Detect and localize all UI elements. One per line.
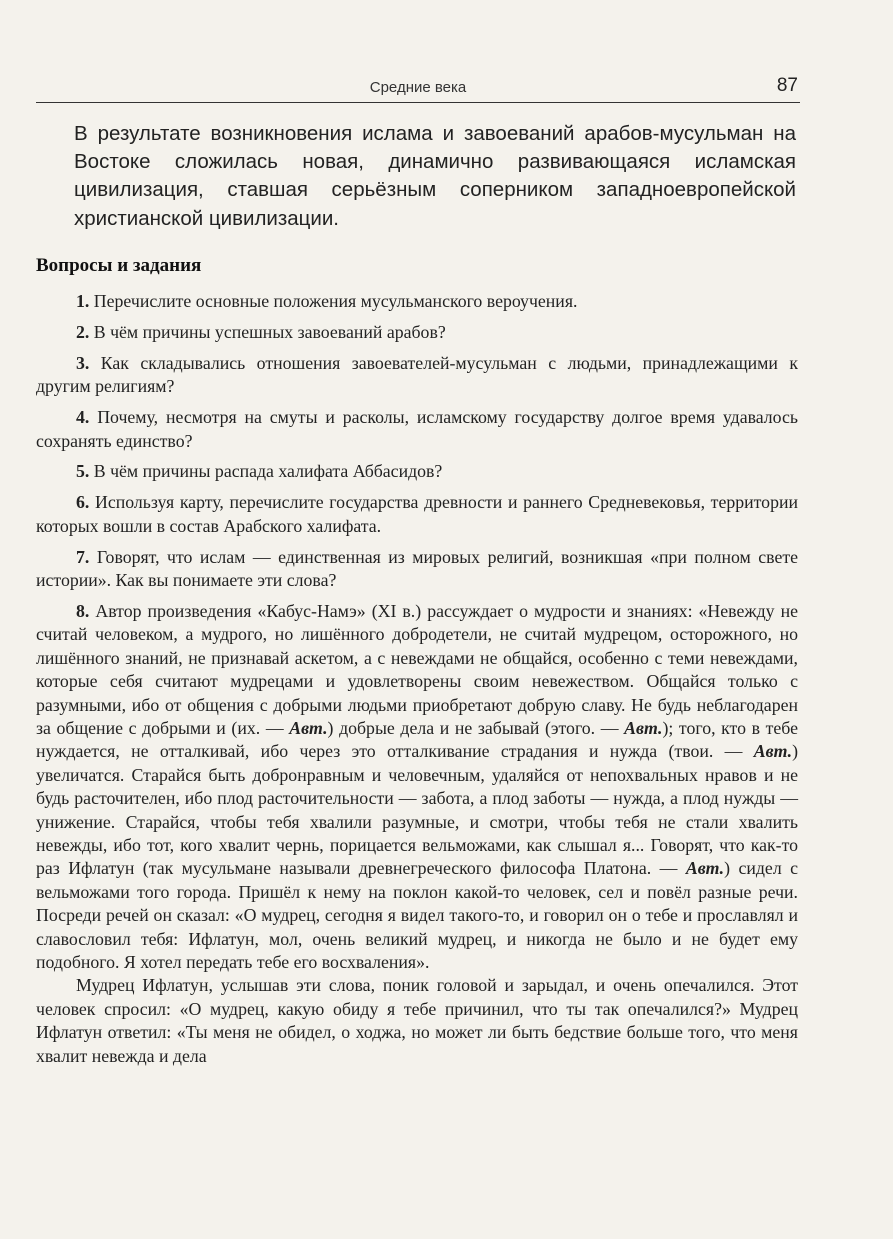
question-text: В чём причины успешных завоеваний арабов? — [93, 321, 446, 342]
question-number: 6. — [76, 492, 90, 513]
author-note-abbr: Авт. — [624, 718, 663, 738]
question-text: В чём причины распада халифата Аббасидов? — [93, 461, 443, 482]
question-item — [36, 460, 798, 483]
question-item — [36, 321, 798, 344]
questions-heading: Вопросы и задания — [36, 255, 202, 276]
final-paragraph: Мудрец Ифлатун, услышав эти слова, поник головой и зарыдал, и очень опечалился. Этот человек спросил: «О мудрец, какую обиду я тебе причинил, что ты так опечалился?» Мудрец Ифлатун ответил: «Ты меня не обидел, о ходжа, но может ли быть бедствие больше того, что меня хвалит невежда и дела — [36, 975, 798, 1066]
running-section-title: Средние века — [369, 79, 467, 96]
question-number: 8. — [76, 600, 90, 621]
author-note-abbr: Авт. — [753, 741, 793, 762]
questions-list — [36, 290, 798, 1068]
question-item — [36, 352, 798, 399]
page-number: 87 — [776, 75, 798, 96]
question-item — [36, 546, 798, 593]
question-text: Как складывались отношения завоевателей-мусульман с людьми, принадлежащими к другим религиям? — [36, 352, 798, 397]
question-text-part: ) добрые дела и не забывай (этого. — — [327, 718, 625, 738]
question-text: Говорят, что ислам — единственная из мировых религий, возникшая «при полном свете истории». Как вы понимаете эти слова? — [36, 546, 798, 591]
question-number: 7. — [76, 546, 90, 567]
author-note-abbr: Авт. — [289, 718, 328, 738]
question-number: 5. — [76, 461, 90, 482]
question-item — [36, 290, 798, 313]
question-text: Перечислите основные положения мусульманского вероучения. — [93, 291, 578, 311]
question-number: 2. — [76, 321, 90, 342]
question-text-part: ) сидел с вельможами того города. Пришёл к нему на поклон какой-то человек, сел и повёл разные речи. Посреди речей он сказал: «О мудрец, сегодня я видел такого-то, и говорил он о тебе и прославлял и славословил тебя: Ифлатун, мол, очень великий мудрец, и никогда не было и не будет ему подобного. Я хотел передать тебе его восхваления». — [36, 858, 798, 973]
question-item-8 — [36, 600, 798, 975]
question-text-part: ); того, кто в тебе нуждается, не отталкивай, ибо через это отталкивание страдания и нужда (твои. — — [36, 718, 798, 762]
author-note-abbr: Авт. — [685, 858, 725, 879]
question-text: Используя карту, перечислите государства древности и раннего Средневековья, территории которых вошли в состав Арабского халифата. — [36, 492, 798, 536]
intro-paragraph: В результате возникновения ислама и завоеваний арабов-мусульман на Востоке сложилась новая, динамично развивающаяся исламская цивилизация, ставшая серьёзным соперником западноевропейской христианской цивилизации. — [74, 122, 796, 230]
question-text-part: ) увеличатся. Старайся быть добронравным и человечным, удаляйся от непохвальных нравов и не будь расточителен, ибо плод расточительности — забота, а плод заботы — нужда, а плод нужды — унижение. Старайся, чтобы тебя хвалили разумные, и смотри, чтобы тебя не стали хвалить невежды, ибо тот, кого хвалит чернь, порицается вельможами, как слышал я... Говорят, что как-то раз Ифлатун (так мусульмане называли древнегреческого философа Платона. — — [36, 741, 798, 879]
question-text: Почему, несмотря на смуты и расколы, исламскому государству долгое время удавалось сохранять единство? — [36, 407, 798, 451]
question-item — [36, 406, 798, 453]
page-header — [36, 74, 800, 103]
question-item — [36, 491, 798, 538]
question-number: 1. — [76, 291, 90, 311]
question-text-part: Автор произведения «Кабус-Намэ» (XI в.) рассуждает о мудрости и знаниях: «Невежду не считай человеком, а мудрого, но лишённого добродетели, не считай мудрецом, осторожного, но лишённого знаний, не признавай аскетом, а с невеждами не общайся, особенно с теми невеждами, которые себя считают мудрецами и удовлетворены своим невежеством. Общайся только с разумными, ибо от общения с добрыми людьми приобретают добрую славу. Не будь неблагодарен за общение с добрыми и (их. — — [36, 600, 798, 738]
question-number: 4. — [76, 407, 90, 428]
question-number: 3. — [76, 352, 90, 373]
